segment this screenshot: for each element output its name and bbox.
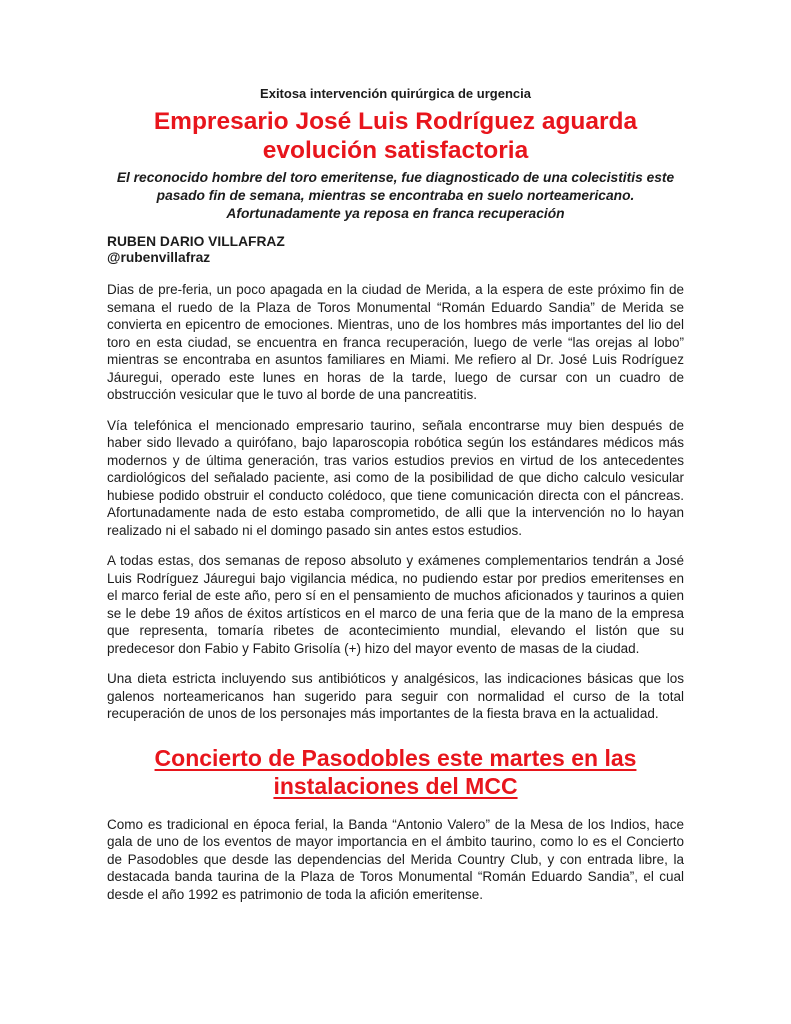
section-heading: Concierto de Pasodobles este martes en las instalaciones del MCC (154, 744, 637, 799)
article-kicker: Exitosa intervención quirúrgica de urgencia (260, 86, 531, 101)
article-byline (107, 234, 684, 266)
article-paragraph: Una dieta estricta incluyendo sus antibióticos y analgésicos, las indicaciones básicas que los galenos norteamericanos han sugerido para seguir con normalidad el curso de la total recuperación de unos de los personajes más importantes de la fiesta brava en la actualidad. (107, 671, 684, 721)
article-paragraph: Como es tradicional en época ferial, la Banda “Antonio Valero” de la Mesa de los Indios, hace gala de uno de los eventos de mayor importancia en el ámbito taurino, como lo es el Concierto de Pasodobles que desde las dependencias del Merida Country Club, y con entrada libre, la destacada banda taurina de la Plaza de Toros Monumental “Román Eduardo Sandia”, el cual desde el año 1992 es patrimonio de toda la afición emeritense. (107, 816, 684, 902)
article-paragraph: A todas estas, dos semanas de reposo absoluto y exámenes complementarios tendrán a José Luis Rodríguez Jáuregui bajo vigilancia médica, no pudiendo estar por predios emeritenses en el marco ferial de este año, pero sí en el pensamiento de muchos aficionados y taurinos a quien se le debe 19 años de éxitos artísticos en el marco de una feria que de la mano de la empresa que representa, tomaría ribetes de acontecimiento mundial, elevando el listón que su predecesor don Fabio y Fabito Grisolía (+) hizo del mayor evento de masas de la ciudad. (107, 553, 684, 656)
byline-handle: @rubenvillafraz (107, 250, 211, 265)
article-title: Empresario José Luis Rodríguez aguarda evolución satisfactoria (153, 108, 638, 164)
article-paragraph: Vía telefónica el mencionado empresario taurino, señala encontrarse muy bien después de haber sido llevado a quirófano, bajo laparoscopia robótica según los estándares médicos más modernos y de última generación, tras varios estudios previos en virtud de los antecedentes cardiológicos del señalado paciente, asi como de la posibilidad de que dicho calculo vesicular hubiese podido obstruir el conducto colédoco, que tiene comunicación directa con el páncreas. Afortunadamente nada de esto estaba comprometido, de alli que la intervención no lo hayan realizado ni el sabado ni el domingo pasado sin antes estos estudios. (107, 417, 684, 538)
article-paragraph: Dias de pre-feria, un poco apagada en la ciudad de Merida, a la espera de este próximo fin de semana el ruedo de la Plaza de Toros Monumental “Román Eduardo Sandia” de Merida se convierta en epicentro de emociones. Mientras, uno de los hombres más importantes del lio del toro en esta ciudad, se encuentra en franca recuperación, luego de verle “las orejas al lobo” mientras se encontraba en asuntos familiares en Miami. Me refiero al Dr. José Luis Rodríguez Jáuregui, operado este lunes en horas de la tarde, luego de cursar con un cuadro de obstrucción vesicular que le tuvo al borde de una pancreatitis. (107, 282, 684, 402)
article-subtitle: El reconocido hombre del toro emeritense, fue diagnosticado de una colecistitis este pasado fin de semana, mientras se encontraba en suelo norteamericano. Afortunadamente ya reposa en franca recuperación (116, 170, 675, 221)
byline-author: RUBEN DARIO VILLAFRAZ (107, 234, 285, 249)
